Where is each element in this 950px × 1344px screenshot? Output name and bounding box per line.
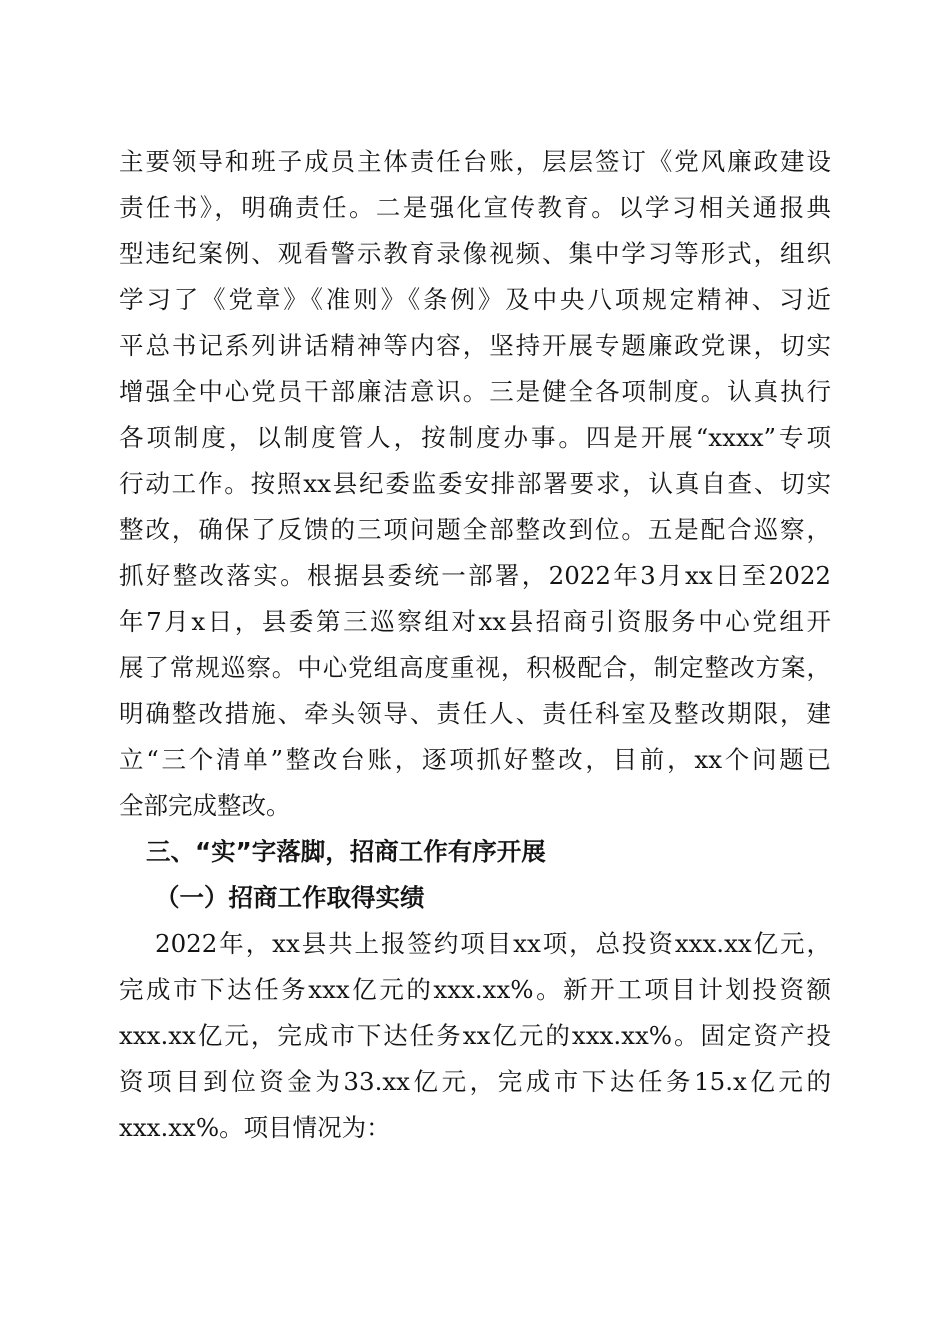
paragraph-line: 抓好整改落实。根据县委统一部署，2022年3月xx日至2022 <box>119 561 831 590</box>
paragraph-line: xxx.xx%。项目情况为： <box>119 1113 391 1142</box>
paragraph-line: 责任书》，明确责任。二是强化宣传教育。以学习相关通报典 <box>119 193 831 222</box>
paragraph-line: 立“三个清单”整改台账，逐项抓好整改，目前，xx个问题已 <box>119 745 831 774</box>
paragraph-line: 型违纪案例、观看警示教育录像视频、集中学习等形式，组织 <box>119 239 831 268</box>
paragraph-line: 平总书记系列讲话精神等内容，坚持开展专题廉政党课，切实 <box>119 331 831 360</box>
paragraph-line: 2022年，xx县共上报签约项目xx项，总投资xxx.xx亿元， <box>155 929 831 958</box>
paragraph-line: xxx.xx亿元，完成市下达任务xx亿元的xxx.xx%。固定资产投 <box>119 1021 831 1050</box>
paragraph-line: 各项制度，以制度管人，按制度办事。四是开展“xxxx”专项 <box>119 423 831 452</box>
paragraph-line: 展了常规巡察。中心党组高度重视，积极配合，制定整改方案， <box>119 653 831 682</box>
paragraph-line: 全部完成整改。 <box>119 791 291 820</box>
subsection-heading: （一）招商工作取得实绩 <box>155 883 425 912</box>
paragraph-line: 增强全中心党员干部廉洁意识。三是健全各项制度。认真执行 <box>119 377 831 406</box>
paragraph-line: 主要领导和班子成员主体责任台账，层层签订《党风廉政建设 <box>119 147 831 176</box>
paragraph-line: 整改，确保了反馈的三项问题全部整改到位。五是配合巡察， <box>119 515 831 544</box>
paragraph-line: 资项目到位资金为33.xx亿元，完成市下达任务15.x亿元的 <box>119 1067 831 1096</box>
section-heading: 三、“实”字落脚，招商工作有序开展 <box>146 837 546 866</box>
paragraph-line: 年7月x日，县委第三巡察组对xx县招商引资服务中心党组开 <box>119 607 831 636</box>
paragraph-line: 明确整改措施、牵头领导、责任人、责任科室及整改期限，建 <box>119 699 831 728</box>
paragraph-line: 学习了《党章》《准则》《条例》及中央八项规定精神、习近 <box>119 285 831 314</box>
paragraph-line: 完成市下达任务xxx亿元的xxx.xx%。新开工项目计划投资额 <box>119 975 831 1004</box>
paragraph-line: 行动工作。按照xx县纪委监委安排部署要求，认真自查、切实 <box>119 469 831 498</box>
